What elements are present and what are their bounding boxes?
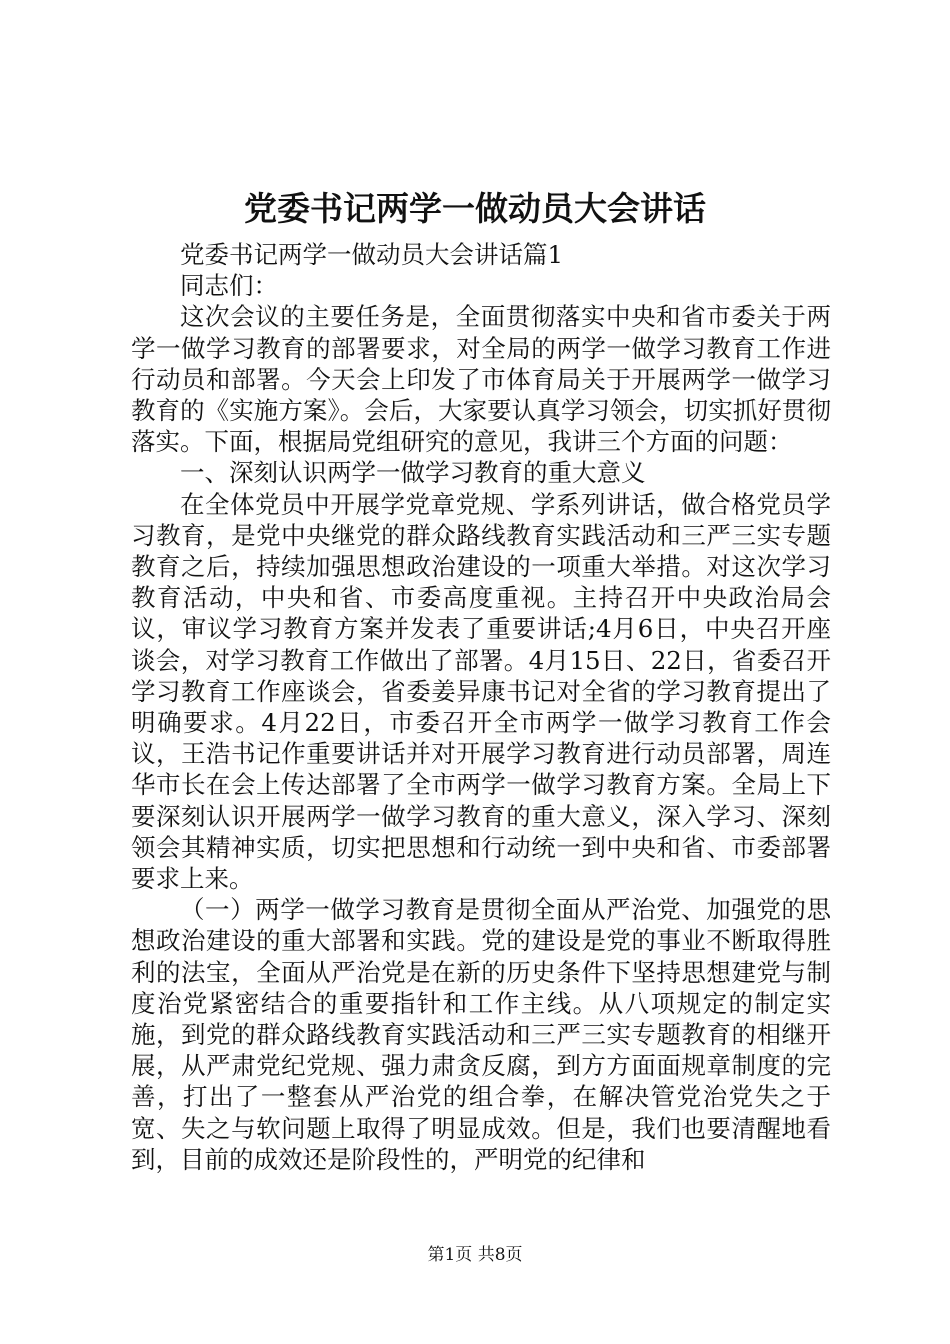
section-heading: 一、深刻认识两学一做学习教育的重大意义 <box>180 458 646 488</box>
document-body <box>131 239 831 1175</box>
salutation: 同志们： <box>180 271 278 301</box>
section-heading: 党委书记两学一做动员大会讲话篇1 <box>180 240 564 269</box>
document-title: 党委书记两学一做动员大会讲话 <box>244 189 706 228</box>
paragraph: 这次会议的主要任务是，全面贯彻落实中央和省市委关于两学一做学习教育的部署要求，对全局的两学一做学习教育工作进行动员和部署。今天会上印发了市体育局关于开展两学一做学习教育的《实施方案》。会后，大家要认真学习领会，切实抓好贯彻落实。下面，根据局党组研究的意见，我讲三个方面的问题： <box>131 302 831 457</box>
paragraph: 在全体党员中开展学党章党规、学系列讲话，做合格党员学习教育，是党中央继党的群众路线教育实践活动和三严三实专题教育之后，持续加强思想政治建设的一项重大举措。对这次学习教育活动，中央和省、市委高度重视。主持召开中央政治局会议，审议学习教育方案并发表了重要讲话;4月6日，中央召开座谈会，对学习教育工作做出了部署。4月15日、22日，省委召开学习教育工作座谈会，省委姜异康书记对全省的学习教育提出了明确要求。4月22日，市委召开全市两学一做学习教育工作会议，王浩书记作重要讲话并对开展学习教育进行动员部署，周连华市长在会上传达部署了全市两学一做学习教育方案。全局上下要深刻认识开展两学一做学习教育的重大意义，深入学习、深刻领会其精神实质，切实把思想和行动统一到中央和省、市委部署要求上来。 <box>131 489 831 894</box>
paragraph: （一）两学一做学习教育是贯彻全面从严治党、加强党的思想政治建设的重大部署和实践。党的建设是党的事业不断取得胜利的法宝，全面从严治党是在新的历史条件下坚持思想建党与制度治党紧密结合的重要指针和工作主线。从八项规定的制定实施，到党的群众路线教育实践活动和三严三实专题教育的相继开展，从严肃党纪党规、强力肃贪反腐，到方方面面规章制度的完善，打出了一整套从严治党的组合拳，在解决管党治党失之于宽、失之与软问题上取得了明显成效。但是，我们也要清醒地看到，目前的成效还是阶段性的，严明党的纪律和 <box>131 895 831 1174</box>
page-number-footer: 第1页 共8页 <box>427 1245 523 1265</box>
